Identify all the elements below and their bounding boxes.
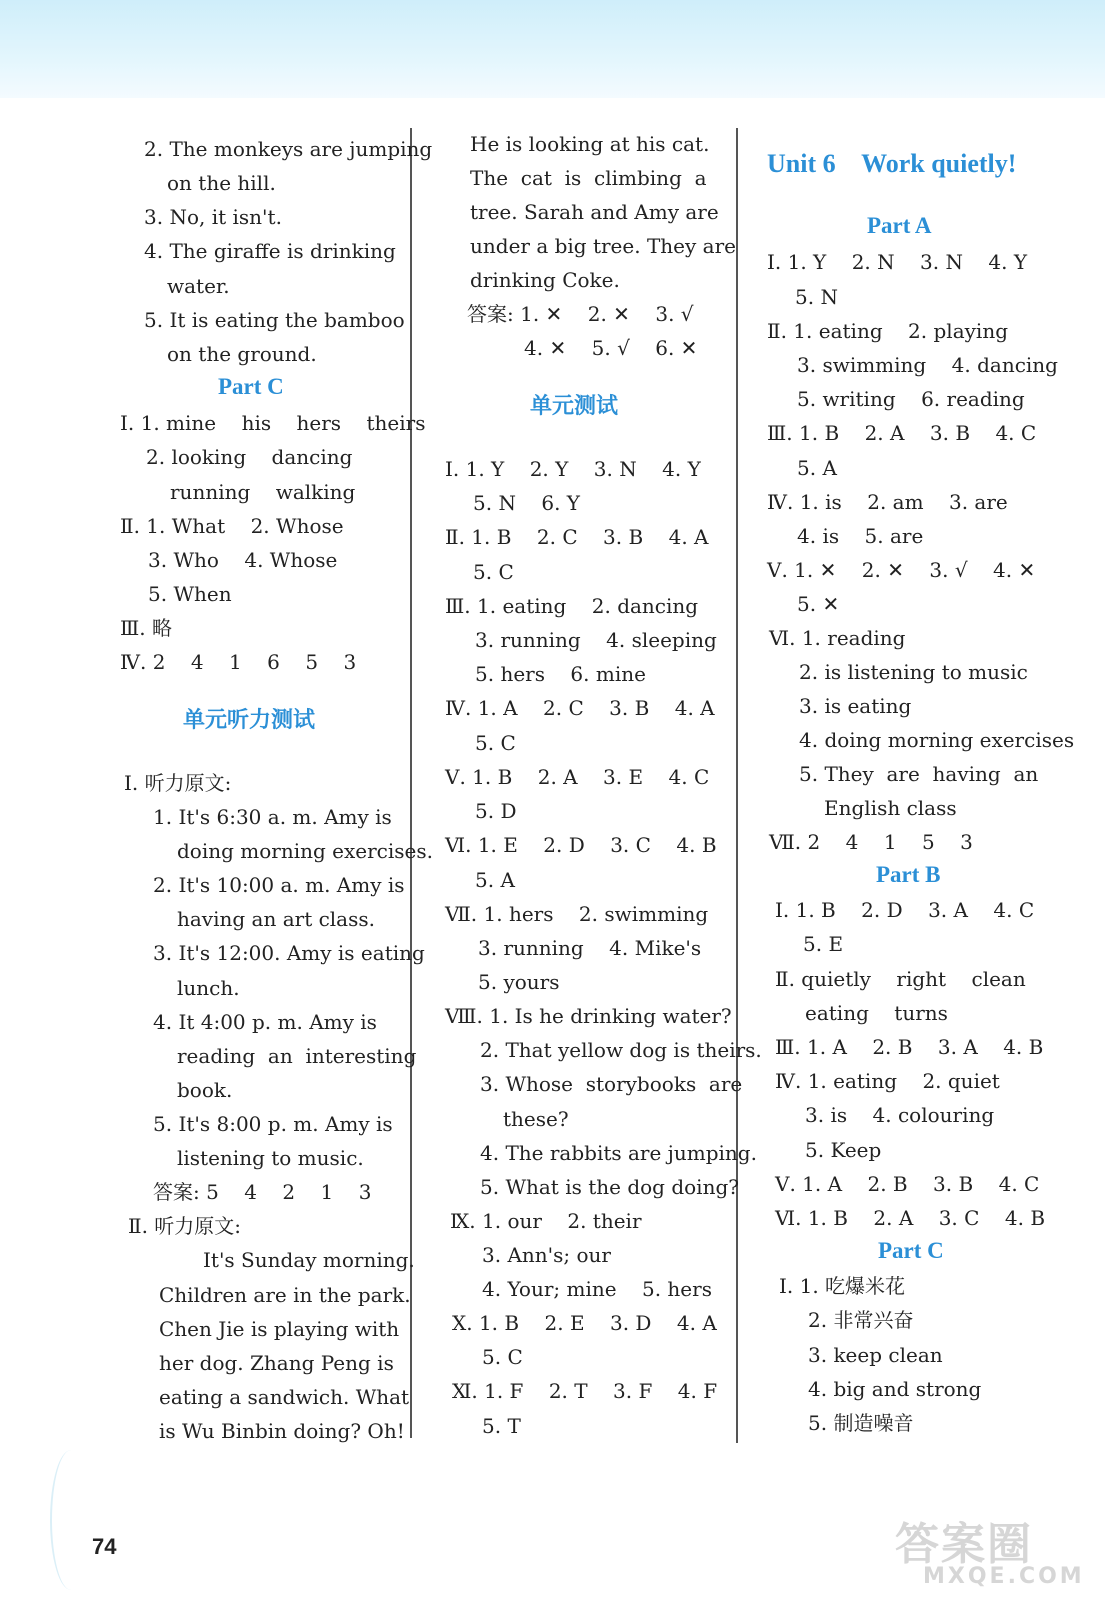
- unit-title: Unit 6 Work quietly!: [767, 149, 1017, 178]
- answer-line: doing morning exercises.: [177, 839, 433, 863]
- answer-line: reading an interesting: [177, 1044, 417, 1068]
- answer-line: 5. C: [475, 731, 516, 755]
- answer-line: Chen Jie is playing with: [159, 1317, 400, 1341]
- answer-line: Ⅲ. 1. B 2. A 3. B 4. C: [767, 421, 1037, 445]
- answer-line: Ⅴ. 1. B 2. A 3. E 4. C: [445, 765, 710, 789]
- answer-line: Ⅲ. 1. eating 2. dancing: [445, 594, 699, 618]
- answer-line: Ⅰ. 1. Y 2. N 3. N 4. Y: [767, 250, 1028, 274]
- answer-line: on the hill.: [167, 171, 276, 195]
- answer-line: Children are in the park.: [159, 1283, 411, 1307]
- answer-line: Ⅳ. 2 4 1 6 5 3: [120, 650, 357, 674]
- answer-line: 4. doing morning exercises: [799, 728, 1075, 752]
- answer-line: 5. writing 6. reading: [797, 387, 1025, 411]
- answer-line: 3. is 4. colouring: [805, 1103, 995, 1127]
- section-heading: Part A: [867, 213, 932, 238]
- answer-line: He is looking at his cat.: [470, 132, 710, 156]
- answer-line: Ⅷ. 1. Is he drinking water?: [445, 1004, 732, 1028]
- answer-line: eating turns: [805, 1001, 948, 1025]
- answer-line: Ⅳ. 1. A 2. C 3. B 4. A: [445, 696, 715, 720]
- answer-line: 3. swimming 4. dancing: [797, 353, 1058, 377]
- answer-line: 5. It's 8:00 p. m. Amy is: [153, 1112, 393, 1136]
- watermark-logo: [895, 1508, 1095, 1596]
- answer-line: tree. Sarah and Amy are: [470, 200, 719, 224]
- answer-line: Ⅰ. 1. Y 2. Y 3. N 4. Y: [445, 457, 701, 481]
- answer-line: 5. ✕: [797, 592, 840, 616]
- answer-line: under a big tree. They are: [470, 234, 736, 258]
- answer-line: Ⅸ. 1. our 2. their: [450, 1209, 642, 1233]
- answer-line: 5. When: [148, 582, 232, 606]
- answer-line: 5. T: [482, 1414, 521, 1438]
- answer-line: 5. A: [797, 456, 837, 480]
- answer-line: drinking Coke.: [470, 268, 620, 292]
- answer-line: listening to music.: [177, 1146, 364, 1170]
- answer-line: Ⅴ. 1. A 2. B 3. B 4. C: [775, 1172, 1040, 1196]
- watermark-url: MXQE.COM: [923, 1564, 1085, 1589]
- answer-line: Ⅰ. 听力原文:: [124, 771, 232, 795]
- answer-line: running walking: [170, 480, 356, 504]
- answer-line: 4. The giraffe is drinking: [144, 239, 396, 263]
- answer-line: Ⅳ. 1. is 2. am 3. are: [767, 490, 1008, 514]
- answer-line: having an art class.: [177, 907, 375, 931]
- answer-line: It's Sunday morning.: [203, 1248, 415, 1272]
- answer-line: 5. C: [482, 1345, 523, 1369]
- decorative-swirl: [50, 1450, 92, 1590]
- answer-line: 3. It's 12:00. Amy is eating: [153, 941, 425, 965]
- answer-line: 5. N: [795, 285, 838, 309]
- answer-line: 3. running 4. sleeping: [475, 628, 717, 652]
- answer-line: 3. Ann's; our: [482, 1243, 611, 1267]
- section-heading: 单元测试: [530, 393, 619, 418]
- answer-line: 2. is listening to music: [799, 660, 1028, 684]
- answer-line: 3. keep clean: [808, 1343, 943, 1367]
- answer-line: 3. Whose storybooks are: [480, 1072, 743, 1096]
- answer-line: on the ground.: [167, 342, 317, 366]
- answer-line: Ⅱ. quietly right clean: [775, 967, 1026, 991]
- answer-line: 4. Your; mine 5. hers: [482, 1277, 712, 1301]
- answer-line: lunch.: [177, 976, 240, 1000]
- answer-line: 5. E: [803, 932, 844, 956]
- answer-line: Ⅲ. 略: [120, 616, 173, 640]
- answer-line: 2. The monkeys are jumping: [144, 137, 433, 161]
- answer-line: water.: [167, 274, 230, 298]
- answer-line: these?: [503, 1107, 569, 1131]
- answer-line: 2. looking dancing: [146, 445, 353, 469]
- answer-line: 4. The rabbits are jumping.: [480, 1141, 757, 1165]
- column-divider: [736, 128, 738, 1443]
- answer-line: Ⅶ. 1. hers 2. swimming: [445, 902, 709, 926]
- answer-line: 5. yours: [478, 970, 560, 994]
- answer-line: 3. is eating: [799, 694, 912, 718]
- answer-line: Ⅶ. 2 4 1 5 3: [769, 830, 973, 854]
- answer-line: eating a sandwich. What: [159, 1385, 410, 1409]
- answer-line: 4. ✕ 5. √ 6. ✕: [524, 336, 698, 360]
- answer-line: Ⅴ. 1. ✕ 2. ✕ 3. √ 4. ✕: [767, 558, 1036, 582]
- answer-line: Ⅰ. 1. B 2. D 3. A 4. C: [775, 898, 1035, 922]
- answer-line: 4. is 5. are: [797, 524, 924, 548]
- answer-line: 3. No, it isn't.: [144, 205, 282, 229]
- answer-line: Ⅰ. 1. 吃爆米花: [779, 1274, 906, 1298]
- answer-line: 3. Who 4. Whose: [148, 548, 338, 572]
- answer-line: 5. What is the dog doing?: [480, 1175, 739, 1199]
- answer-line: 4. It 4:00 p. m. Amy is: [153, 1010, 377, 1034]
- header-band: [0, 0, 1105, 98]
- answer-line: Ⅵ. 1. reading: [769, 626, 906, 650]
- answer-line: is Wu Binbin doing? Oh!: [159, 1419, 405, 1443]
- answer-line: 5. N 6. Y: [473, 491, 581, 515]
- section-heading: Part C: [218, 374, 284, 399]
- answer-line: Ⅹ. 1. B 2. E 3. D 4. A: [452, 1311, 717, 1335]
- answer-line: Ⅲ. 1. A 2. B 3. A 4. B: [775, 1035, 1044, 1059]
- answer-line: Ⅰ. 1. mine his hers theirs: [120, 411, 426, 435]
- answer-line: 2. 非常兴奋: [808, 1308, 914, 1332]
- answer-line: 答案: 1. ✕ 2. ✕ 3. √: [467, 302, 694, 326]
- answer-line: 答案: 5 4 2 1 3: [153, 1180, 372, 1204]
- answer-line: 4. big and strong: [808, 1377, 982, 1401]
- answer-line: 5. D: [475, 799, 517, 823]
- section-heading: 单元听力测试: [183, 707, 316, 732]
- answer-line: book.: [177, 1078, 233, 1102]
- answer-line: Ⅱ. 1. B 2. C 3. B 4. A: [445, 525, 709, 549]
- answer-line: her dog. Zhang Peng is: [159, 1351, 394, 1375]
- column-divider: [410, 128, 412, 1438]
- watermark-logo-text: 答案圈: [895, 1519, 1033, 1570]
- answer-line: Ⅵ. 1. B 2. A 3. C 4. B: [775, 1206, 1046, 1230]
- section-heading: Part C: [878, 1238, 944, 1263]
- answer-line: 5. They are having an: [799, 762, 1039, 786]
- page-number: 74: [92, 1534, 117, 1559]
- answer-line: Ⅺ. 1. F 2. T 3. F 4. F: [452, 1379, 718, 1403]
- answer-line: The cat is climbing a: [470, 166, 707, 190]
- answer-line: Ⅱ. 1. What 2. Whose: [120, 514, 344, 538]
- answer-line: 1. It's 6:30 a. m. Amy is: [153, 805, 392, 829]
- answer-line: 2. It's 10:00 a. m. Amy is: [153, 873, 405, 897]
- answer-line: Ⅱ. 1. eating 2. playing: [767, 319, 1008, 343]
- answer-line: 3. running 4. Mike's: [478, 936, 702, 960]
- answer-line: 5. C: [473, 560, 514, 584]
- answer-line: 5. 制造噪音: [808, 1411, 914, 1435]
- answer-line: 5. Keep: [805, 1138, 882, 1162]
- answer-line: Ⅳ. 1. eating 2. quiet: [775, 1069, 1000, 1093]
- answer-line: 5. It is eating the bamboo: [144, 308, 405, 332]
- answer-line: 2. That yellow dog is theirs.: [480, 1038, 762, 1062]
- answer-line: Ⅵ. 1. E 2. D 3. C 4. B: [445, 833, 717, 857]
- answer-line: 5. hers 6. mine: [475, 662, 646, 686]
- answer-line: English class: [824, 796, 957, 820]
- section-heading: Part B: [876, 862, 941, 887]
- answer-line: 5. A: [475, 868, 515, 892]
- answer-line: Ⅱ. 听力原文:: [128, 1214, 242, 1238]
